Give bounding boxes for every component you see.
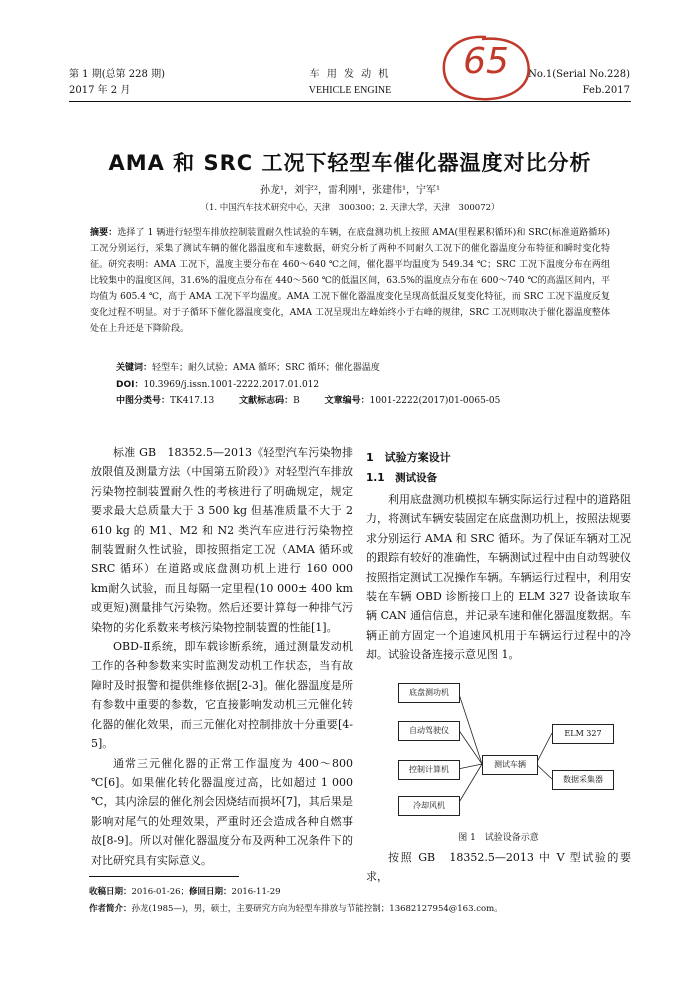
box-data-collector: 数据采集器: [552, 770, 614, 790]
box-elm327: ELM 327: [552, 724, 614, 744]
paragraph: 利用底盘测功机模拟车辆实际运行过程中的道路阻力，将测试车辆安装固定在底盘测功机上，按照法规要求分别运行 AMA 和 SRC 循环。为了保证车辆对工况的跟踪有较好的准确性，车辆测试过程中由自动驾驶仪按照指定测试工况操作车辆。车辆运行过程中，利用安装在车辆 OBD 诊断接口上的 ELM 327 设备读取车辆 CAN 通信信息，并记录车速和催化器温度数据。车辆正前方固定一个追速风机用于车辆运行过程中的冷却。试验设备连接示意见图 1。: [366, 493, 631, 662]
handwritten-number: 65: [463, 41, 509, 82]
abstract: [90, 225, 610, 337]
handwritten-mark: [438, 33, 534, 103]
keywords: [116, 360, 380, 376]
left-column: [91, 443, 353, 870]
figure-caption: 图 1 试验设备示意: [458, 833, 539, 843]
paragraph: OBD-Ⅱ系统，即车载诊断系统，通过测量发动机工作的各种参数来实时监测发动机工作状态，当有故障时及时报警和提供维修依据[2-3]。催化器温度是所有参数中重要的参数，它直接影响发动机三元催化转化器的催化效果，而三元催化对控制排放十分重要[4-5]。: [91, 640, 353, 751]
abstract-label: 摘要：: [90, 228, 118, 238]
article-number-label: 文章编号：: [324, 396, 370, 406]
journal-name-cn: 车 用 发 动 机: [309, 69, 391, 80]
keywords-label: 关键词：: [116, 363, 153, 373]
received-date: 2016-01-26；: [131, 887, 190, 897]
doc-code-label: 文献标志码：: [239, 396, 294, 406]
box-autopilot: 自动驾驶仪: [398, 721, 460, 741]
authors: 孙龙¹，刘宇²，雷利刚¹，张建伟¹，宁军¹: [259, 185, 441, 196]
box-cooling-fan: 冷却风机: [398, 796, 460, 816]
figure-1: [394, 681, 624, 821]
subsection-heading: 1.1 测试设备: [366, 472, 438, 484]
box-control-computer: 控制计算机: [398, 760, 460, 780]
paper-title: AMA 和 SRC 工况下轻型车催化器温度对比分析: [108, 151, 592, 175]
issue-date: 2017 年 2 月: [69, 85, 131, 96]
doi-text: 10.3969/j.issn.1001-2222.2017.01.012: [143, 380, 320, 390]
revised-date: 2016-11-29: [231, 887, 281, 897]
header-rule: [69, 101, 631, 102]
doi-label: DOI：: [116, 380, 144, 390]
issue-date-en: Feb.2017: [582, 85, 630, 96]
keywords-text: 轻型车；耐久试验；AMA 循环；SRC 循环；催化器温度: [152, 363, 380, 373]
paragraph: 按照 GB 18352.5—2013 中 V 型试验的要求，: [366, 851, 631, 884]
right-column: [366, 490, 631, 665]
clc-value: TK417.13: [170, 396, 215, 406]
received-dates: [89, 885, 629, 900]
doc-code-value: B: [293, 396, 300, 406]
doi: [116, 377, 319, 393]
journal-name-en: VEHICLE ENGINE: [308, 85, 392, 96]
paragraph: 标准 GB 18352.5—2013《轻型汽车污染物排放限值及测量方法（中国第五阶段）》对轻型汽车排放污染物控制装置耐久性的考核进行了明确规定，规定要求最大总质量大于 3 500 kg 但基准质量不大于 2 610 kg 的 M1、M2 和 N2 类汽车应进行污染物控制装置耐久性试验，即按照指定工况（AMA 循环或 SRC 循环）在道路或底盘测功机上进行 160 000 km耐久试验，而且每隔一定里程(10 000± 400 km 或更短)测量排气污染物。然后还要计算每一种排气污染物的劣化系数来考核污染物控制装置的性能[1]。: [91, 446, 353, 634]
section-heading: 1 试验方案设计: [366, 451, 451, 464]
issue-number-en: No.1(Serial No.228): [528, 69, 630, 80]
bio-label: 作者简介：: [89, 904, 132, 914]
clc-label: 中图分类号：: [116, 396, 171, 406]
revised-label: 修回日期：: [189, 887, 232, 897]
article-number-value: 1001-2222(2017)01-0065-05: [369, 396, 501, 406]
footnote-rule: [89, 876, 239, 877]
author-bio: [89, 902, 629, 917]
received-label: 收稿日期：: [89, 887, 132, 897]
classification: [116, 393, 500, 409]
bio-text: 孙龙(1985—)，男，硕士，主要研究方向为轻型车排放与节能控制；13682127954@163.com。: [131, 904, 503, 914]
box-test-vehicle: 测试车辆: [482, 755, 538, 775]
issue-number: 第 1 期(总第 228 期): [69, 69, 165, 80]
abstract-text: 选择了 1 辆进行轻型车排放控制装置耐久性试验的车辆，在底盘测功机上按照 AMA(里程累积循环)和 SRC(标准道路循环)工况分别运行，采集了测试车辆的催化器温度和车速数据，研究分析了两种不同耐久工况下的催化器温度分布特征和瞬时变化特征。研究表明：AMA 工况下，温度主要分布在 460～640 ℃之间，催化器平均温度为 549.34 ℃；SRC 工况下温度分布在两组比较集中的温度区间，31.6%的温度点分布在 440～560 ℃的低温区间，63.5%的温度点分布在 600～740 ℃的高温区间内，平均值为 605.4 ℃，高于 AMA 工况下平均温度。AMA 工况下催化器温度变化呈现高低温反复变化特征，而 SRC 工况下温度反复变化过程不明显。对于子循环下催化器温度变化，AMA 工况呈现出左峰始终小于右峰的规律，SRC 工况则取决于催化器温度整体处在上升还是下降阶段。: [90, 228, 610, 334]
paragraph: 通常三元催化器的正常工作温度为 400～800 ℃[6]。如果催化转化器温度过高，比如超过 1 000 ℃，其内涂层的催化剂会因烧结而损坏[7]，其后果是影响对尾气的处理效果，严重时还会造成各种自燃事故[8-9]。所以对催化器温度分布及两种工况条件下的对比研究具有实际意义。: [91, 756, 353, 867]
affiliation: （1. 中国汽车技术研究中心，天津 300300；2. 天津大学，天津 300072）: [200, 203, 500, 213]
box-dyno: 底盘测功机: [398, 683, 460, 703]
